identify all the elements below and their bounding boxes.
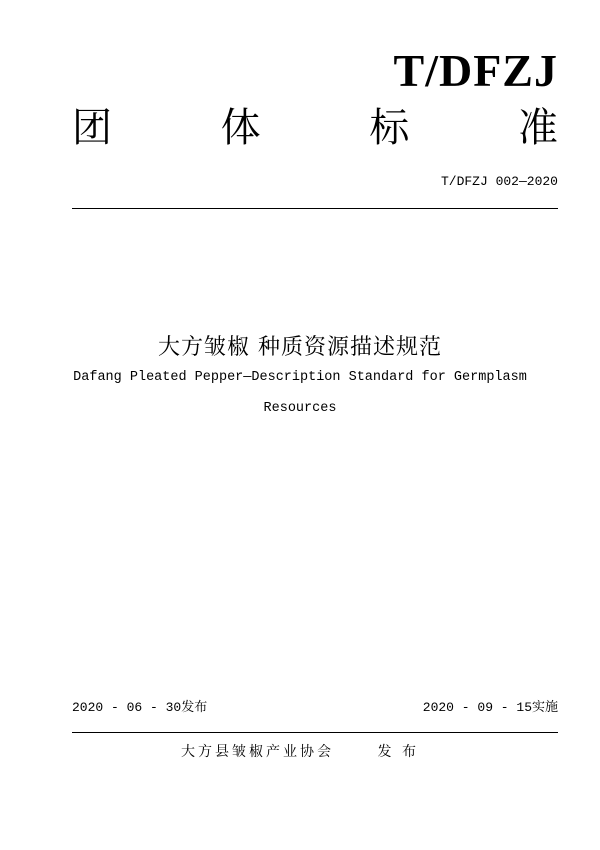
- publish-date: 2020 - 06 - 30发布: [72, 700, 208, 715]
- doc-type-char-4: 准: [517, 105, 558, 151]
- title-english-line2: Resources: [263, 401, 337, 416]
- header-divider: [72, 208, 558, 209]
- doc-type-char-1: 团: [72, 105, 112, 151]
- publisher-line: [0, 741, 600, 761]
- standard-number: T/DFZJ 002—2020: [440, 174, 558, 189]
- document-type: [72, 105, 558, 151]
- publish-action: 发 布: [377, 744, 419, 760]
- title-english-line1: Dafang Pleated Pepper—Description Standard for Germplasm: [73, 370, 527, 385]
- title-chinese: 大方皱椒 种质资源描述规范: [158, 335, 442, 360]
- implementation-date: 2020 - 09 - 15实施: [422, 700, 558, 715]
- doc-type-char-3: 标: [369, 105, 410, 151]
- footer-divider: [72, 732, 558, 733]
- series-code: T/DFZJ: [393, 45, 558, 96]
- doc-type-char-2: 体: [220, 105, 261, 151]
- publisher-name: 大方县皱椒产业协会: [181, 744, 335, 760]
